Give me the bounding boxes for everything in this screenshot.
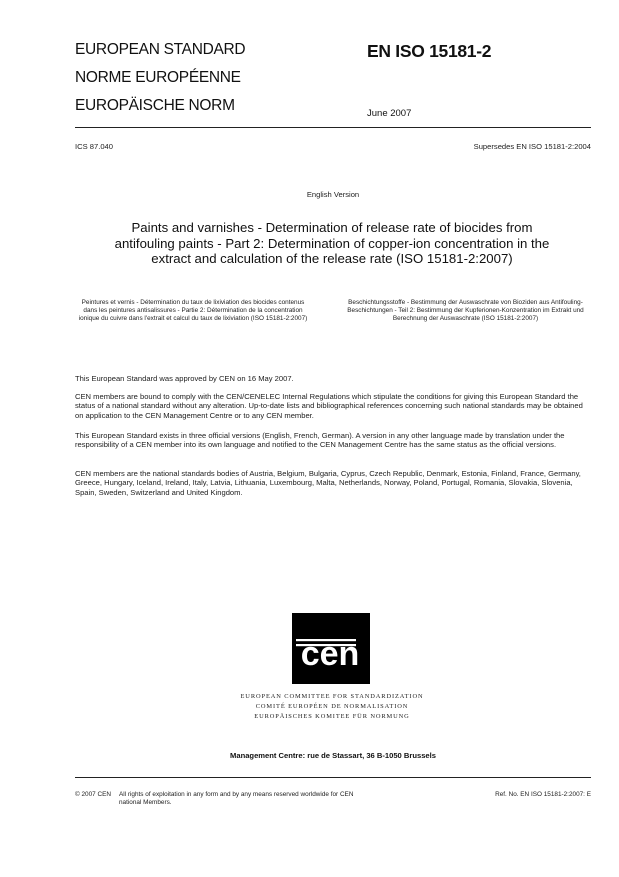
french-title: Peintures et vernis - Détermination du taux de lixiviation des biocides contenus dans les peintures antisalissures - Partie 2: Détermination de la concentration ionique du cuivre dans l'extrait et calcul du taux de lixiviation (ISO 15181-2:2007) — [78, 299, 308, 322]
german-title: Beschichtungsstoffe - Bestimmung der Auswaschrate von Bioziden aus Antifouling-Beschichtungen - Teil 2: Bestimmung der Kupferionen-Konzentration im Extrakt und Berechnung der Auswaschrate (ISO 15181-2:2007) — [347, 299, 584, 322]
approval-paragraph: This European Standard was approved by CEN on 16 May 2007. — [75, 374, 294, 383]
committee-name-german: EUROPÄISCHES KOMITEE FÜR NORMUNG — [254, 713, 410, 720]
rights-notice: All rights of exploitation in any form and by any means reserved worldwide for CEN national Members. — [119, 791, 354, 806]
cen-logo — [292, 613, 370, 684]
committee-name-french: COMITÉ EUROPÉEN DE NORMALISATION — [255, 703, 409, 710]
versions-paragraph: This European Standard exists in three official versions (English, French, German). A version in any other language made by translation under the responsibility of a CEN member into its own language and notified to the CEN Management Centre has the same status as the official versions. — [75, 431, 565, 450]
publication-date: June 2007 — [367, 108, 412, 119]
header-divider — [75, 127, 591, 128]
compliance-paragraph: CEN members are bound to comply with the CEN/CENELEC Internal Regulations which stipulate the conditions for giving this European Standard the status of a national standard without any alteration. Up-to-date lists and bibliographical references concerning such national standards may be obtained on application to the CEN Management Centre or to any CEN member. — [75, 392, 583, 420]
management-centre-address: Management Centre: rue de Stassart, 36 B-1050 Brussels — [230, 751, 436, 760]
ics-code: ICS 87.040 — [75, 142, 113, 151]
cen-logo-text: cen — [300, 635, 360, 673]
committee-name-english: EUROPEAN COMMITTEE FOR STANDARDIZATION — [240, 693, 424, 700]
version-label: English Version — [306, 190, 360, 199]
standard-number: EN ISO 15181-2 — [367, 41, 492, 61]
cen-logo-graphic — [292, 613, 370, 684]
standard-name-english: EUROPEAN STANDARD — [75, 41, 246, 58]
footer-divider — [75, 777, 591, 778]
supersedes-note: Supersedes EN ISO 15181-2:2004 — [473, 142, 591, 151]
document-title: Paints and varnishes - Determination of release rate of biocides from antifouling paints - Part 2: Determination of copper-ion concentration in the extract and calculation of the release rate (ISO 15181-2:2007) — [114, 220, 550, 267]
standard-name-french: NORME EUROPÉENNE — [75, 69, 241, 86]
reference-number: Ref. No. EN ISO 15181-2:2007: E — [495, 791, 591, 798]
standard-name-german: EUROPÄISCHE NORM — [75, 97, 235, 114]
copyright-notice: © 2007 CEN — [75, 791, 111, 798]
members-paragraph: CEN members are the national standards bodies of Austria, Belgium, Bulgaria, Cyprus, Czech Republic, Denmark, Estonia, Finland, France, Germany, Greece, Hungary, Iceland, Ireland, Italy, Latvia, Lithuania, Luxembourg, Malta, Netherlands, Norway, Poland, Portugal, Romania, Slovakia, Slovenia, Spain, Sweden, Switzerland and United Kingdom. — [75, 469, 581, 497]
